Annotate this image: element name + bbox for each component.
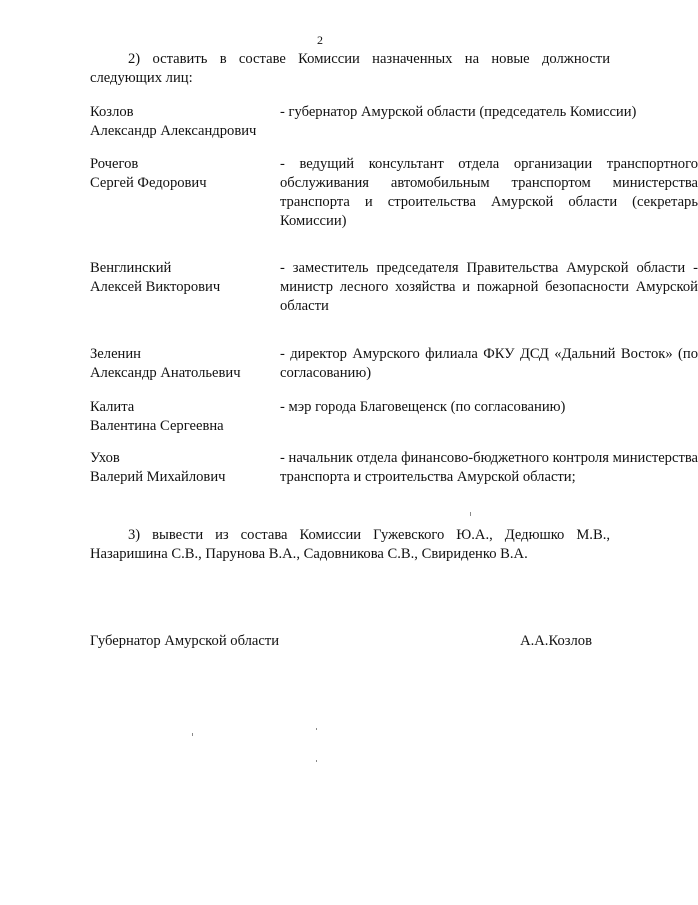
scan-speck	[192, 733, 193, 736]
member-role: - заместитель председателя Правительства Амурской области - министр лесного хозяйства и пожарной безопасности Амурской области	[280, 260, 698, 314]
scan-speck	[316, 728, 317, 730]
member-name	[90, 345, 280, 383]
member-surname: Рочегов	[90, 156, 139, 172]
member-role: - начальник отдела финансово-бюджетного контроля министерства транспорта и строительства Амурской области;	[280, 450, 698, 485]
member-surname: Венглинский	[90, 260, 172, 276]
signatory-name: А.А.Козлов	[520, 633, 592, 649]
member-given-names: Валентина Сергеевна	[90, 418, 224, 434]
member-role: - директор Амурского филиала ФКУ ДСД «Дальний Восток» (по согласованию)	[280, 346, 698, 381]
item-3-paragraph	[90, 526, 610, 564]
member-role: - губернатор Амурской области (председатель Комиссии)	[280, 104, 637, 120]
item-2-text: 2) оставить в составе Комиссии назначенных на новые должности следующих лиц:	[90, 51, 610, 86]
member-surname: Калита	[90, 399, 135, 415]
member-surname: Зеленин	[90, 346, 141, 362]
member-name	[90, 449, 280, 487]
item-3-text: 3) вывести из состава Комиссии Гужевского Ю.А., Дедюшко М.В., Назаришина С.В., Парунова В.А., Садовникова С.В., Свириденко В.А.	[90, 527, 610, 562]
member-role: - мэр города Благовещенск (по согласованию)	[280, 399, 566, 415]
signatory-title: Губернатор Амурской области	[90, 633, 280, 649]
member-name	[90, 259, 280, 297]
scan-speck	[470, 512, 471, 516]
scan-speck	[316, 760, 317, 762]
member-name	[90, 398, 280, 436]
page-number: 2	[317, 33, 323, 47]
member-given-names: Алексей Викторович	[90, 279, 221, 295]
member-name	[90, 103, 280, 141]
member-given-names: Александр Анатольевич	[90, 365, 241, 381]
member-surname: Козлов	[90, 104, 134, 120]
member-role: - ведущий консультант отдела организации транспортного обслуживания автомобильным транспортом министерства транспорта и строительства Амурской области (секретарь Комиссии)	[280, 156, 698, 229]
member-name	[90, 155, 280, 193]
member-given-names: Сергей Федорович	[90, 175, 207, 191]
member-given-names: Александр Александрович	[90, 123, 257, 139]
member-given-names: Валерий Михайлович	[90, 469, 226, 485]
item-2-paragraph	[90, 50, 610, 88]
member-surname: Ухов	[90, 450, 120, 466]
